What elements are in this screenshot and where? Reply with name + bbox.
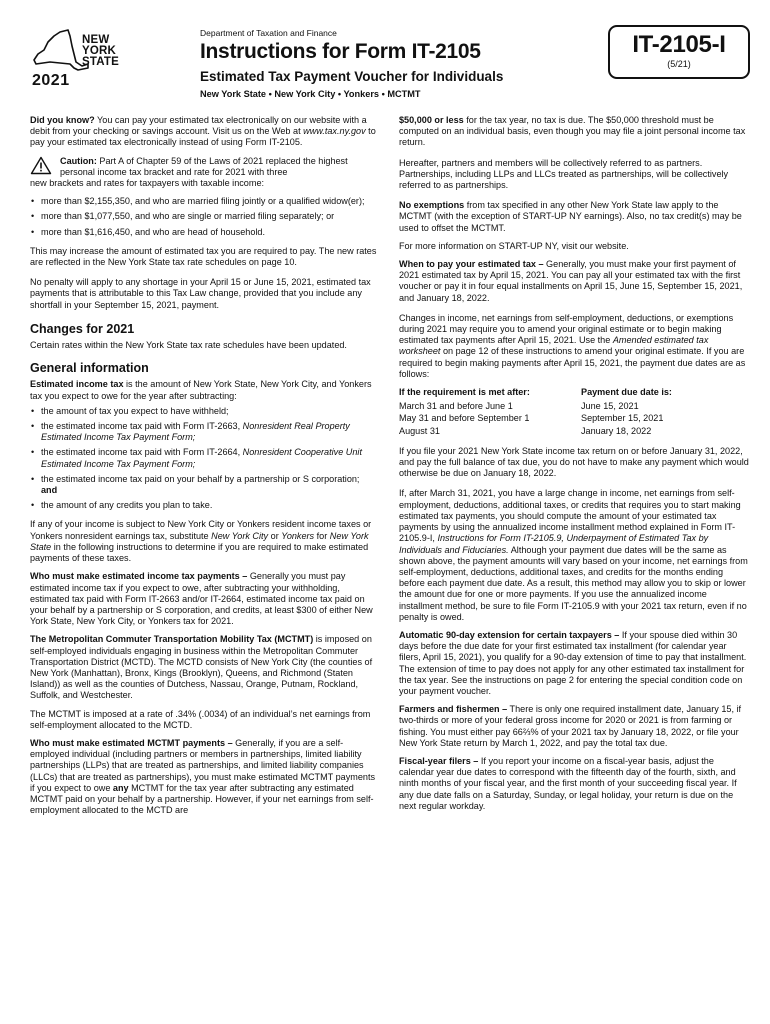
- when-to-pay-paragraph: When to pay your estimated tax – Generally, you must make your first payment of 2021 estimated tax by April 15, 2021. You can pay all your estimated tax with the first voucher or pay it in four equal installments on April 15, June 15, September 15, 2021, and January 18, 2022.: [399, 259, 743, 303]
- changes-paragraph: Certain rates within the New York State tax rate schedules have been updated.: [30, 340, 347, 351]
- table-header: If the requirement is met after:: [399, 387, 530, 398]
- list-item: • more than $1,616,450, and who are head of household.: [30, 227, 377, 238]
- who-must-pay-mctmt-paragraph: Who must make estimated MCTMT payments – Generally, if you are a self-employed individual (including partners or members in partnerships, limited liability partnerships (LLPs) that are treated as partnerships, and limited liability companies (LLCs) that are treated as partnerships), you must make estimated MCTMT payments if you expect to owe any MCTMT for the tax year after subtracting any estimated MCTMT paid on your behalf by a partnership. However, if your net earnings from self-employment allocated to the MCTD are: [30, 737, 376, 816]
- page-title: Instructions for Form IT-2105: [200, 40, 481, 63]
- list-item: • the estimated income tax paid with Form IT-2664, Nonresident Cooperative Unit Estimated Income Tax Payment Form;: [30, 447, 377, 469]
- automatic-extension-paragraph: Automatic 90-day extension for certain taxpayers – If your spouse died within 30 days before the due date for your first estimated tax installment (for calendar year filers, April 15, 2021), you qualify for a 90-day extension of time to pay that installment. The extension of time to pay does not apply for any other estimated tax installment for the tax year. See the instructions on page 2 for entering the special condition code on your payment voucher.: [399, 629, 747, 696]
- jurisdiction-list: New York State • New York City • Yonkers • MCTMT: [200, 89, 421, 99]
- changes-income-paragraph: Changes in income, net earnings from self-employment, deductions, or exemptions during 2021 may require you to amend your original estimate or to begin making estimated tax payments after April 15, 2021. Use the Amended estimated tax worksheet on page 12 of these instructions to amend your original estimate. If you are required to begin making payments after April 15, 2021, the payment due dates are as follows:: [399, 312, 746, 379]
- fiscal-year-paragraph: Fiscal-year filers – If you report your income on a fiscal-year basis, adjust the calendar year due dates to correspond with the fifteenth day of the fourth, sixth, and ninth months of your fiscal year, and the first month of your succeeding fiscal year. If any due date falls on a Saturday, Sunday, or legal holiday, your return is due on the next regular workday.: [399, 755, 737, 811]
- caution-note: Caution: Part A of Chapter 59 of the Laws of 2021 replaced the highest personal income tax bracket and rate for 2021 with three: [30, 156, 377, 178]
- left-column: [30, 115, 377, 823]
- yonkers-paragraph: If any of your income is subject to New York City or Yonkers resident income taxes or Yonkers nonresident earnings tax, substitute New York City or Yonkers for New York State in the following instructions to determine if you are required to make estimated payments of these taxes.: [30, 519, 372, 564]
- caution-note-cont: new brackets and rates for taxpayers with taxable income:: [30, 178, 265, 189]
- list-item: • more than $1,077,550, and who are single or married filing separately; or: [30, 211, 377, 222]
- threshold-paragraph: $50,000 or less for the tax year, no tax is due. The $50,000 threshold must be computed on an individual basis, even though you may file a joint personal income tax return.: [399, 115, 746, 148]
- general-info-heading: General information: [30, 361, 149, 376]
- department-name: Department of Taxation and Finance: [200, 28, 337, 38]
- nys-logo-text: NEW YORK STATE: [82, 34, 119, 68]
- no-exemptions-paragraph: No exemptions from tax specified in any other New York State law apply to the MCTMT (with the exception of START-UP NY earnings). Also, no tax credit(s) may be used to offset the MCTMT.: [399, 200, 742, 233]
- nys-outline-icon: [30, 28, 90, 74]
- nys-logo: [30, 28, 135, 90]
- annualized-paragraph: If, after March 31, 2021, you have a large change in income, net earnings from self-employment, deductions, additional taxes, or credits that requires you to start making estimated tax payments, you should compute the amount of your estimated tax payments by using the annualized income installment method explained in Form IT-2105.9-I, Instructions for Form IT-2105.9, Underpayment of Estimated Tax by Individuals and Fiduciaries. Although your payment due dates will be the same as shown above, the payment amounts will vary based on your income, net earnings from self-employment, deductions, additional taxes, and credits for the months ending before each payment due date. As a result, this method may allow you to skip or lower the amount due for one or more payments. If you use the annualized income installment method, be sure to file Form IT-2105.9 with your 2021 tax return, even if no penalty is owed.: [399, 488, 748, 622]
- bracket-list: [30, 196, 377, 238]
- hereafter-paragraph: Hereafter, partners and members will be collectively referred to as partners. Partnerships, including LLPs and LLCs treated as partnerships, will be collectively referred to as partnerships.: [399, 157, 729, 191]
- table-cell: May 31 and before September 1: [399, 413, 530, 424]
- table-cell: March 31 and before June 1: [399, 401, 513, 412]
- form-id: IT-2105-I: [632, 31, 726, 58]
- list-item: • the amount of tax you expect to have withheld;: [30, 406, 377, 417]
- table-cell: August 31: [399, 425, 440, 436]
- list-item: • the amount of any credits you plan to take.: [30, 500, 377, 511]
- due-date-table: [399, 387, 749, 437]
- list-item: • the estimated income tax paid on your behalf by a partnership or S corporation; and: [30, 474, 377, 496]
- mctmt-paragraph: The Metropolitan Commuter Transportation Mobility Tax (MCTMT) is imposed on self-employed individuals engaging in business within the Metropolitan Commuter Transportation District (MCTD). The MCTD consists of New York City (the counties of New York (Manhattan), Bronx, Kings (Brooklyn), Queens, and Richmond (Staten Island)) as well as the counties of Dutchess, Nassau, Orange, Putnam, Rockland, Suffolk, and Westchester.: [30, 634, 373, 701]
- mctmt-rate-paragraph: The MCTMT is imposed at a rate of .34% (.0034) of an individual’s net earnings from self-employment allocated to the MCTD.: [30, 708, 371, 730]
- table-cell: January 18, 2022: [581, 425, 652, 436]
- increase-paragraph: This may increase the amount of estimated tax you are required to pay. The new rates are reflected in the New York State tax rate schedules on page 10.: [30, 245, 377, 268]
- jan31-paragraph: If you file your 2021 New York State income tax return on or before January 31, 2022, and pay the full balance of tax due, you do not have to make any payment which would otherwise be due on January 18, 2022.: [399, 445, 749, 479]
- farmers-paragraph: Farmers and fishermen – There is only one required installment date, January 15, if two-thirds or more of your federal gross income for 2020 or 2021 is from farming or fishing. You must either pay 66⅔% of your 2021 tax by January 18, 2022, or file your New York State return by March 1, 2022, and pay the total tax due.: [399, 704, 742, 748]
- subtraction-list: [30, 406, 377, 512]
- list-item: • more than $2,155,350, and who are married filing jointly or a qualified widow(er);: [30, 196, 377, 207]
- tax-year: 2021: [32, 72, 70, 89]
- table-cell: June 15, 2021: [581, 401, 639, 412]
- changes-heading: Changes for 2021: [30, 321, 135, 336]
- estimated-tax-paragraph: Estimated income tax is the amount of New York State, New York City, and Yonkers tax you expect to owe for the year after subtracting:: [30, 379, 372, 401]
- page-subtitle: Estimated Tax Payment Voucher for Individuals: [200, 69, 504, 84]
- list-item: • the estimated income tax paid with Form IT-2663, Nonresident Real Property Estimated Income Tax Payment Form;: [30, 421, 377, 443]
- table-header: Payment due date is:: [581, 387, 672, 398]
- form-revision: (5/21): [667, 59, 691, 69]
- who-must-pay-paragraph: Who must make estimated income tax payments – Generally you must pay estimated income tax if you expect to owe, after subtracting your withholding, estimated tax paid with Form IT-2663 and/or IT-2664, estimated income tax paid on your behalf by a partnership or S corporation, and credits, at least $300 of either New York State, New York City, or Yonkers tax for 2021.: [30, 571, 373, 627]
- right-column: [399, 115, 749, 819]
- form-id-box: [608, 25, 750, 79]
- no-penalty-paragraph: No penalty will apply to any shortage in your April 15 or June 15, 2021, estimated tax payments that is attributable to this Tax Law change, provided that you include any shortfall in your September 15, 2021, payment.: [30, 277, 371, 310]
- table-cell: September 15, 2021: [581, 413, 664, 424]
- did-you-know-paragraph: Did you know? You can pay your estimated tax electronically on our website with a debit from your checking or savings account. Visit us on the Web at www.tax.ny.gov to pay your estimated tax electronically instead of using Form IT-2105.: [30, 115, 376, 148]
- warning-triangle-icon: [30, 156, 52, 175]
- startup-paragraph: For more information on START-UP NY, visit our website.: [399, 240, 629, 251]
- website-link[interactable]: www.tax.ny.gov: [303, 126, 366, 137]
